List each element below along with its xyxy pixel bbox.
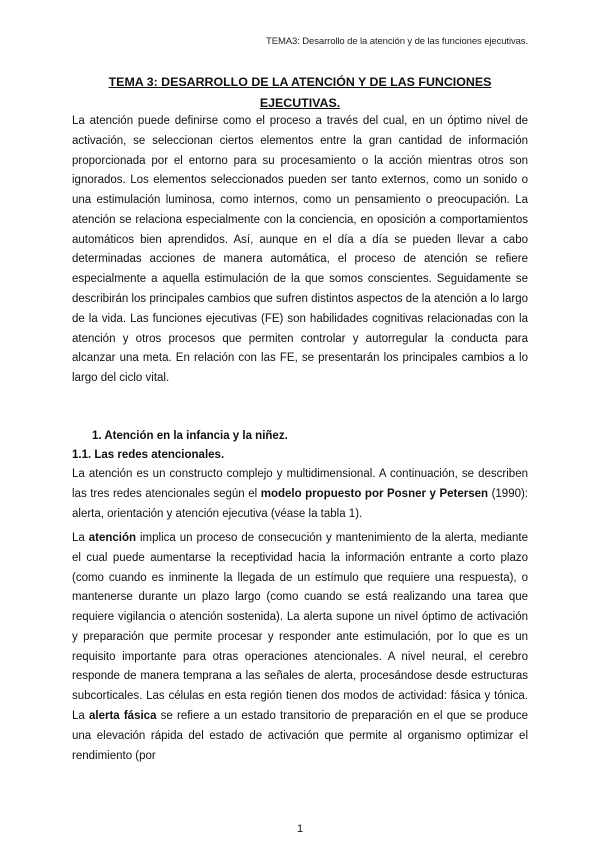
paragraph-text: se refiere a un estado transitorio de preparación en el que se produce una elevación rápida del estado de activación que permite al organismo optimizar el rendimiento (por [72,710,528,762]
paragraph-text: La [72,532,89,544]
document-title [72,72,528,113]
intro-paragraph: La atención puede definirse como el proceso a través del cual, en un óptimo nivel de activación, se seleccionan ciertos elementos entre la gran cantidad de información proporcionada por el entorno para su procesamiento o la acción mientras otros son ignorados. Los elementos seleccionados pueden ser tanto externos, como un sonido o una estimulación luminosa, como internos, como un pensamiento o preocupación. La atención se relaciona especialmente con la conciencia, en oposición a comportamientos automáticos bien aprendidos. Así, aunque en el día a día se pueden llevar a cabo determinadas acciones de manera automática, el proceso de atención se refiere especialmente a aquella estimulación de la que somos conscientes. Seguidamente se describirán los principales cambios que sufren distintos aspectos de la atención a lo largo de la vida. Las funciones ejecutivas (FE) son habilidades cognitivas relacionadas con la atención y otros procesos que permiten controlar y autorregular la conducta para alcanzar una meta. En relación con las FE, se presentarán los principales cambios a lo largo del ciclo vital. [72,115,528,385]
page-number: 1 [296,823,304,835]
paragraph-text: (1990): alerta, orientación y atención ejecutiva (véase la tabla 1). [72,487,529,520]
bold-term: atención [88,532,137,544]
title-line-2: EJECUTIVAS. [259,95,341,110]
paragraph-text: implica un proceso de consecución y mantenimiento de la alerta, mediante el cual puede aumentarse la receptividad hacia la información entrante a corto plazo (como cuando es inminente la llegada de un estímulo que requiere una respuesta), o mantenerse durante un plazo largo (como cuando se está realizando una tarea que requiere vigilancia o atención sostenida). La alerta supone un nivel óptimo de activación y preparación que permite procesar y responder ante estimulación, por lo que es un requisito importante para otras operaciones atencionales. A nivel neural, el cerebro responde de manera temprana a las señales de alerta, procesándose desde estructuras subcorticales. Las células en esta región tienen dos modos de actividad: fásica y tónica. La [72,532,528,723]
running-header: TEMA3: Desarrollo de la atención y de las funciones ejecutivas. [266,36,528,47]
title-line-1: TEMA 3: DESARROLLO DE LA ATENCIÓN Y DE LAS FUNCIONES [108,75,492,89]
paragraph-alerta [72,529,528,766]
paragraph-text: La atención es un constructo complejo y multidimensional. A continuación, se describen las tres redes atencionales según el [72,468,528,500]
subsection-heading: 1.1. Las redes atencionales. [72,449,225,461]
section-heading: 1. Atención en la infancia y la niñez. [92,430,288,442]
paragraph-redes [72,465,528,524]
bold-term: modelo propuesto por Posner y Petersen [260,487,489,500]
bold-term: alerta fásica [88,710,157,723]
